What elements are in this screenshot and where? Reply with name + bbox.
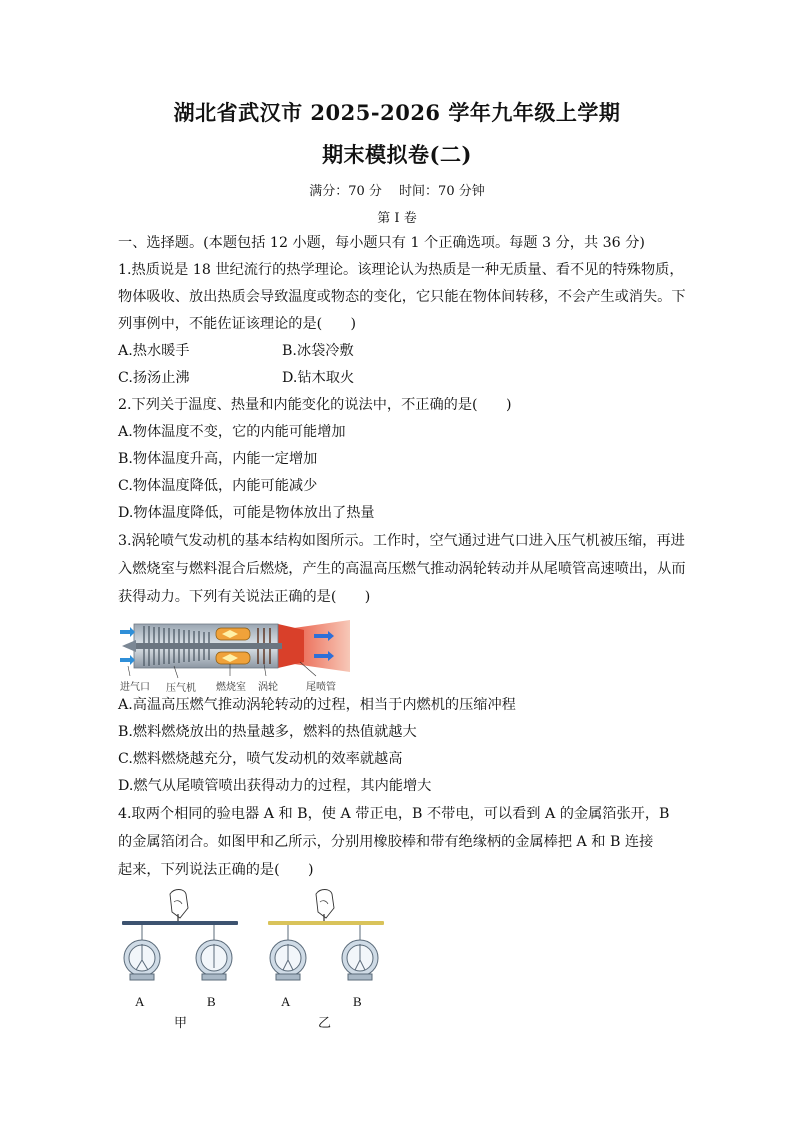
q3-line-2: 入燃烧室与燃料混合后燃烧，产生的高温高压燃气推动涡轮转动并从尾喷管高速喷出，从而 — [118, 561, 686, 577]
q1-line-2: 物体吸收、放出热质会导致温度或物态的变化，它只能在物体间转移，不会产生或消失。下 — [118, 289, 686, 305]
label-a-yi: A — [281, 994, 291, 1009]
q1-option-c: C.扬汤止沸 — [118, 370, 190, 386]
q3-option-b: B.燃料燃烧放出的热量越多，燃料的热值就越大 — [118, 724, 417, 740]
electroscope-diagram-jia — [118, 888, 244, 996]
volume-label: 第 I 卷 — [377, 211, 417, 226]
label-combustion-chamber: 燃烧室 — [216, 682, 246, 693]
caption-yi: 乙 — [318, 1015, 332, 1030]
exam-meta: 满分：70 分 时间：70 分钟 — [309, 184, 485, 199]
q4-line-1: 4.取两个相同的验电器 A 和 B，使 A 带正电，B 不带电，可以看到 A 的金属箔张开，B — [118, 806, 670, 822]
electroscope-diagram-yi — [264, 888, 390, 996]
label-nozzle: 尾喷管 — [306, 682, 336, 693]
q4-line-3: 起来，下列说法正确的是( ) — [118, 862, 314, 878]
q1-option-a: A.热水暖手 — [118, 343, 190, 359]
electroscope-figure-yi — [264, 888, 390, 1009]
jet-engine-figure — [118, 614, 354, 692]
section-heading: 一、选择题。(本题包括 12 小题，每小题只有 1 个正确选项。每题 3 分，共 36 分) — [118, 235, 645, 251]
q3-option-d: D.燃气从尾喷管喷出获得动力的过程，其内能增大 — [118, 778, 432, 794]
q3-line-1: 3.涡轮喷气发动机的基本结构如图所示。工作时，空气通过进气口进入压气机被压缩，再进 — [118, 533, 685, 549]
caption-jia: 甲 — [174, 1015, 188, 1030]
label-a-jia: A — [135, 994, 145, 1009]
q2-option-b: B.物体温度升高，内能一定增加 — [118, 451, 318, 467]
page-title-line1: 湖北省武汉市 2025-2026 学年九年级上学期 — [173, 100, 621, 125]
q2-stem: 2.下列关于温度、热量和内能变化的说法中，不正确的是( ) — [118, 397, 512, 413]
q3-line-3: 获得动力。下列有关说法正确的是( ) — [118, 589, 371, 605]
label-b-yi: B — [353, 994, 362, 1009]
q2-option-a: A.物体温度不变，它的内能可能增加 — [118, 424, 346, 440]
q1-line-1: 1.热质说是 18 世纪流行的热学理论。该理论认为热质是一种无质量、看不见的特殊物质， — [118, 262, 684, 278]
label-intake: 进气口 — [120, 682, 150, 693]
q2-option-d: D.物体温度降低，可能是物体放出了热量 — [118, 505, 375, 521]
page-title-line2: 期末模拟卷(二) — [322, 142, 472, 167]
label-turbine: 涡轮 — [258, 682, 278, 693]
q4-line-2: 的金属箔闭合。如图甲和乙所示，分别用橡胶棒和带有绝缘柄的金属棒把 A 和 B 连接 — [118, 834, 654, 850]
electroscope-figure-jia — [118, 888, 244, 1009]
q3-option-a: A.高温高压燃气推动涡轮转动的过程，相当于内燃机的压缩冲程 — [118, 697, 516, 713]
q2-option-c: C.物体温度降低，内能可能减少 — [118, 478, 318, 494]
label-b-jia: B — [207, 994, 216, 1009]
q1-option-d: D.钻木取火 — [282, 370, 355, 386]
q1-option-b: B.冰袋冷敷 — [282, 343, 354, 359]
q1-line-3: 列事例中，不能佐证该理论的是( ) — [118, 316, 357, 332]
label-compressor: 压气机 — [166, 683, 196, 694]
q3-option-c: C.燃料燃烧越充分，喷气发动机的效率就越高 — [118, 751, 403, 767]
